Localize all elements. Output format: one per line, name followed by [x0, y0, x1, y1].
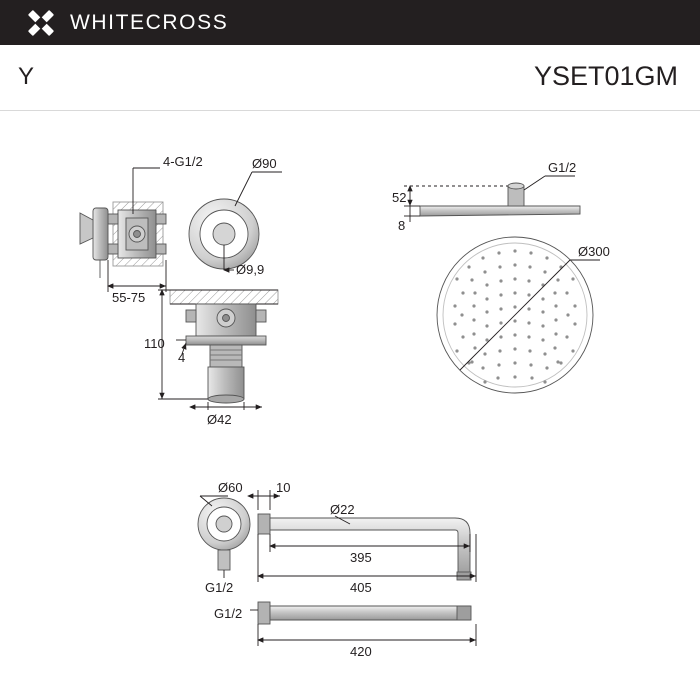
dim-flange-diameter: Ø60 [218, 480, 243, 495]
title-row [0, 45, 700, 111]
model-code: YSET01GM [533, 61, 678, 91]
dim-arm-thread-lower: G1/2 [214, 606, 243, 621]
dim-depth-range: 55-75 [112, 290, 146, 305]
dim-arm-tube-diameter: Ø22 [330, 502, 355, 517]
x-cross-logo-icon [26, 8, 56, 38]
dim-head-offset: 52 [392, 190, 407, 205]
concealed-body-side-view [144, 290, 278, 427]
dim-flange-depth: 10 [276, 480, 291, 495]
shower-arm-lower-view [214, 602, 476, 659]
header-bar [0, 0, 700, 45]
brand-name: WHITECROSS [70, 10, 229, 34]
dim-outlet-diameter: Ø42 [207, 412, 232, 427]
dim-arm-length-inner: 395 [350, 550, 372, 565]
dim-handle-hole: Ø9,9 [236, 262, 265, 277]
dim-head-diameter: Ø300 [578, 244, 610, 259]
dim-arm-length-total: 405 [350, 580, 372, 595]
round-escutcheon-view [189, 156, 282, 277]
dim-arm-thread: G1/2 [205, 580, 234, 595]
shower-head-side-view [392, 160, 580, 233]
dim-head-thickness: 8 [398, 218, 406, 233]
shower-arm-upper-view [198, 480, 476, 595]
series-label: Y [18, 63, 35, 90]
dim-arm-length-lower: 420 [350, 644, 372, 659]
shower-head-plan-view [437, 237, 610, 393]
dim-thread-count: 4-G1/2 [163, 154, 203, 169]
dim-inlet-thread: G1/2 [548, 160, 577, 175]
dim-plate-diameter: Ø90 [252, 156, 277, 171]
technical-drawing-canvas [0, 110, 700, 700]
dim-plate-thickness: 4 [178, 350, 186, 365]
dim-body-height: 110 [144, 336, 165, 351]
concealed-mixer-front-view [80, 154, 203, 305]
